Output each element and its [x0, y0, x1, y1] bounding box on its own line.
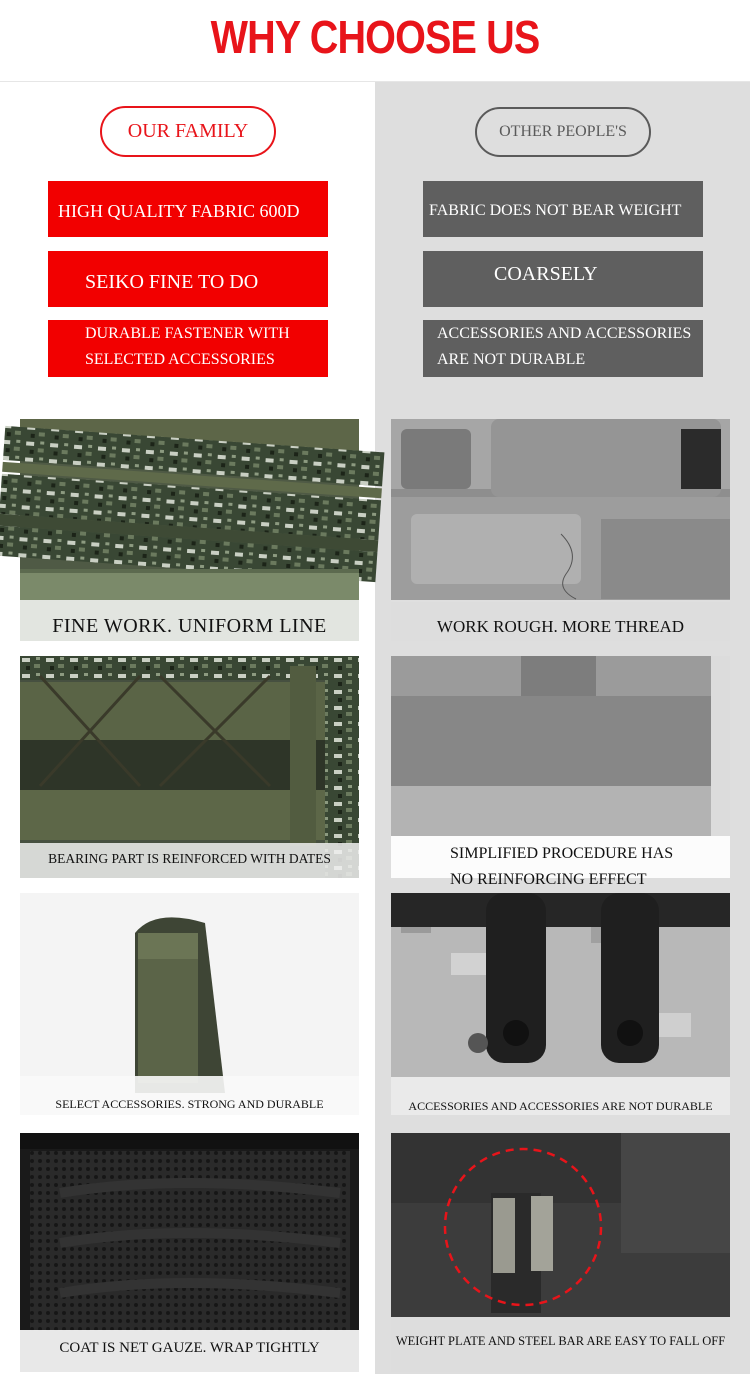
- other-feature-1: [423, 181, 703, 237]
- other-caption-3: ACCESSORIES AND ACCESSORIES ARE NOT DURABLE: [408, 1099, 713, 1113]
- other-photo-4: [391, 1133, 730, 1372]
- other-photo-1: [391, 419, 730, 641]
- our-photo-2: [20, 656, 359, 878]
- other-photo-2: [391, 656, 730, 888]
- other-feature-2-text: COARSELY: [494, 263, 598, 285]
- our-feature-2-text: SEIKO FINE TO DO: [85, 271, 259, 293]
- our-caption-1: FINE WORK. UNIFORM LINE: [52, 615, 327, 637]
- other-caption-2-line-2: NO REINFORCING EFFECT: [450, 871, 647, 888]
- our-feature-1: [48, 181, 328, 237]
- other-caption-2: [450, 841, 673, 893]
- our-photo-4: [20, 1133, 359, 1372]
- other-feature-3-line-2: ARE NOT DURABLE: [437, 351, 586, 368]
- our-caption-2: BEARING PART IS REINFORCED WITH DATES: [48, 851, 331, 866]
- our-photo-1: [20, 419, 359, 641]
- our-photo-3: [20, 893, 359, 1115]
- other-caption-1: WORK ROUGH. MORE THREAD: [436, 617, 685, 636]
- our-family-label: OUR FAMILY: [100, 106, 276, 157]
- our-feature-3: [48, 320, 328, 377]
- our-feature-2: [48, 251, 328, 307]
- our-feature-3-line-1: DURABLE FASTENER WITH: [85, 325, 290, 342]
- our-feature-1-text: HIGH QUALITY FABRIC 600D: [58, 201, 300, 221]
- other-caption-4: WEIGHT PLATE AND STEEL BAR ARE EASY TO FALL OFF: [395, 1334, 726, 1348]
- other-feature-3-line-1: ACCESSORIES AND ACCESSORIES: [437, 325, 692, 342]
- other-feature-1-text: FABRIC DOES NOT BEAR WEIGHT: [429, 202, 682, 219]
- our-caption-3: SELECT ACCESSORIES. STRONG AND DURABLE: [55, 1097, 324, 1111]
- other-caption-2-line-1: SIMPLIFIED PROCEDURE HAS: [450, 845, 674, 862]
- other-feature-2: [423, 251, 703, 307]
- other-feature-3: [423, 320, 703, 377]
- other-peoples-label: OTHER PEOPLE'S: [475, 107, 651, 157]
- other-photo-3: [391, 893, 730, 1115]
- our-feature-3-line-2: SELECTED ACCESSORIES: [85, 351, 275, 368]
- our-caption-4: COAT IS NET GAUZE. WRAP TIGHTLY: [59, 1340, 320, 1356]
- header: [0, 0, 750, 82]
- page-title: WHY CHOOSE US: [210, 11, 540, 63]
